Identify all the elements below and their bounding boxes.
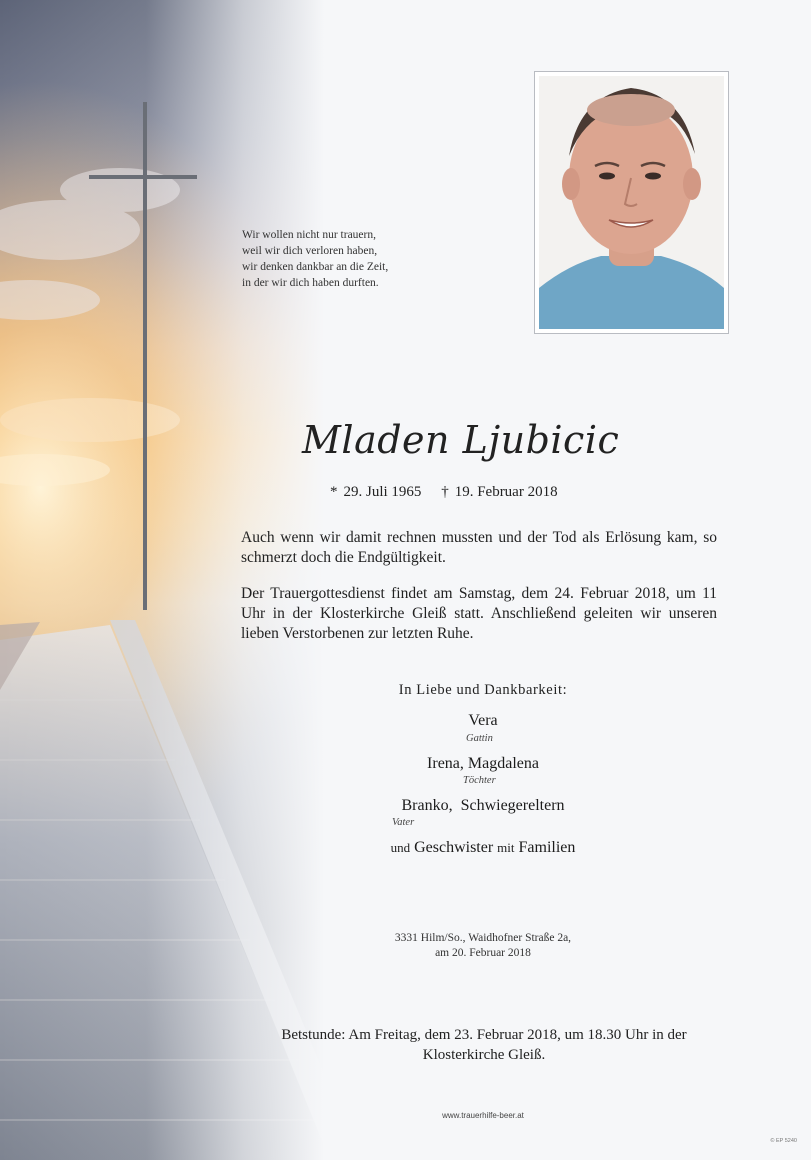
families: Familien — [518, 839, 576, 856]
mourner-daughters-names: Irena, Magdalena — [427, 755, 539, 772]
mourner-spouse-role: Gattin — [466, 733, 493, 744]
mourner-father-name: Branko, — [401, 797, 453, 814]
deceased-name: Mladen Ljubicic — [302, 418, 620, 462]
poem-line: Wir wollen nicht nur trauern, — [242, 229, 376, 241]
address-line: 3331 Hilm/So., Waidhofner Straße 2a, — [394, 932, 572, 944]
funeral-service-paragraph: Der Trauergottesdienst findet am Samstag, dem 24. Februar 2018, um 11 Uhr in der Klosterkirche Gleiß statt. Anschließend geleiten wir unseren lieben Verstorbenen zur letzten Ruhe. — [241, 585, 717, 642]
birth-date: 29. Juli 1965 — [343, 484, 422, 500]
birth-symbol: * — [330, 484, 338, 500]
condolence-paragraph: Auch wenn wir damit rechnen mussten und der Tod als Erlösung kam, so schmerzt doch die Endgültigkeit. — [241, 529, 717, 566]
mourner-daughters-role: Töchter — [463, 775, 496, 786]
prayer-notice — [241, 1025, 727, 1065]
life-dates — [330, 484, 558, 501]
print-code: © EP 5240 — [770, 1138, 797, 1144]
poem-line: wir denken dankbar an die Zeit, — [242, 261, 389, 273]
mourner-spouse-name: Vera — [468, 712, 498, 729]
website-link[interactable]: www.trauerhilfe-beer.at — [442, 1111, 524, 1120]
portrait-photo — [534, 71, 729, 334]
prayer-line: Klosterkirche Gleiß. — [422, 1047, 546, 1063]
poem-line: in der wir dich haben durften. — [242, 277, 379, 289]
poem-line: weil wir dich verloren haben, — [242, 245, 378, 257]
prayer-line: Betstunde: Am Freitag, dem 23. Februar 2018, um 18.30 Uhr in der — [281, 1027, 687, 1043]
death-date: 19. Februar 2018 — [454, 484, 558, 500]
address-date: am 20. Februar 2018 — [435, 947, 531, 959]
siblings: Geschwister — [414, 839, 494, 856]
siblings-mid: mit — [497, 840, 515, 855]
siblings-prefix: und — [390, 840, 411, 855]
mourner-father-line — [240, 797, 726, 815]
mourner-father-role: Vater — [392, 817, 415, 828]
poem — [242, 227, 482, 291]
mourner-in-laws: Schwiegereltern — [460, 797, 565, 814]
death-symbol: † — [441, 484, 449, 500]
mourners-heading: In Liebe und Dankbarkeit: — [398, 682, 568, 698]
mourner-siblings-line — [240, 839, 726, 857]
